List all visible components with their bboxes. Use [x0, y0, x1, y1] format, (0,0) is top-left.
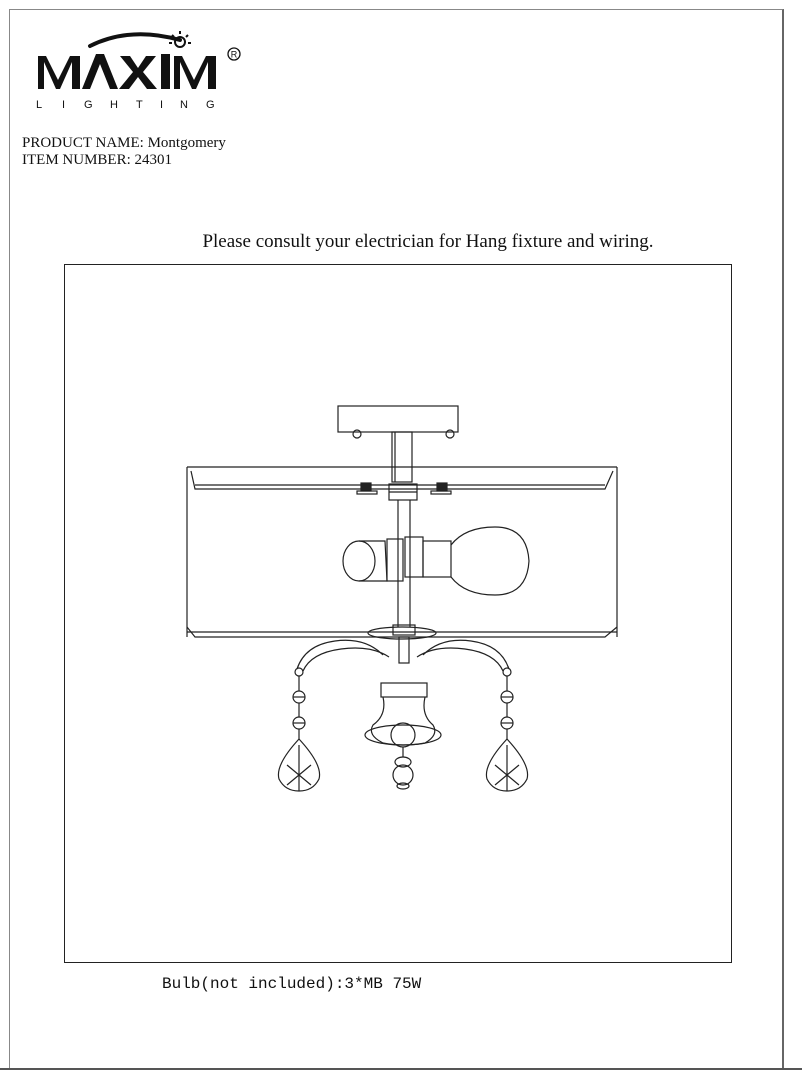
item-number: ITEM NUMBER: 24301	[22, 152, 172, 168]
svg-text:L: L	[36, 99, 43, 111]
maxim-lighting-logo	[30, 22, 250, 114]
product-name: PRODUCT NAME: Montgomery	[22, 135, 226, 151]
fixture-drawing-frame	[64, 264, 732, 963]
svg-text:I: I	[160, 99, 164, 111]
svg-text:R: R	[230, 49, 238, 60]
svg-text:N: N	[180, 99, 188, 111]
page-bottom-rule	[0, 1068, 802, 1070]
bulb-specification: Bulb(not included):3*MB 75W	[162, 975, 422, 993]
svg-text:G: G	[206, 99, 215, 111]
chandelier-drawing-icon	[65, 265, 733, 964]
logo-icon	[30, 22, 250, 114]
svg-text:T: T	[136, 99, 143, 111]
installation-instruction: Please consult your electrician for Hang fixture and wiring.	[202, 231, 654, 252]
svg-text:G: G	[84, 99, 93, 111]
svg-text:H: H	[110, 99, 118, 111]
svg-text:I: I	[62, 99, 66, 111]
